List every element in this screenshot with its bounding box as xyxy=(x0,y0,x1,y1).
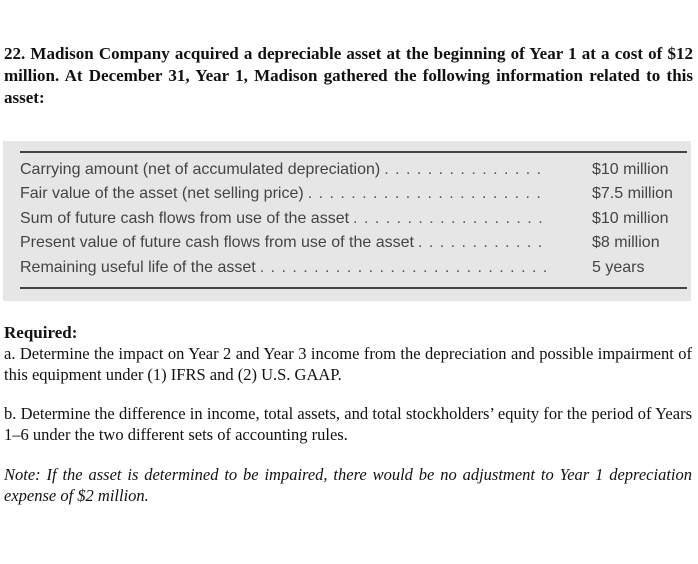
row-value: 5 years xyxy=(592,259,645,276)
table-row xyxy=(20,231,687,255)
row-value: $10 million xyxy=(592,161,669,178)
table-top-rule xyxy=(20,151,687,153)
required-note: Note: If the asset is determined to be impaired, there would be no adjustment to Year 1 depreciation expense of $2 million. xyxy=(4,465,692,505)
table-row xyxy=(20,182,687,206)
required-heading: Required: xyxy=(4,323,78,342)
required-part-b: b. Determine the difference in income, total assets, and total stockholders’ equity for the period of Years 1–6 under the two different sets of accounting rules. xyxy=(4,404,692,444)
row-value: $10 million xyxy=(592,210,669,227)
row-label: Carrying amount (net of accumulated depreciation) . . . xyxy=(20,158,547,182)
row-label: Remaining useful life of the asset . . . xyxy=(20,256,547,280)
table-row xyxy=(20,158,687,182)
question-text: 22. Madison Company acquired a depreciable asset at the beginning of Year 1 at a cost of $12 million. At December 31, Year 1, Madison gathered the following information related to this asset: xyxy=(4,44,693,107)
row-label: Present value of future cash flows from use of the asset . . . xyxy=(20,231,547,255)
required-part-a: a. Determine the impact on Year 2 and Year 3 income from the depreciation and possible impairment of this equipment under (1) IFRS and (2) U.S. GAAP. xyxy=(4,344,692,384)
row-value: $8 million xyxy=(592,234,660,251)
table-row xyxy=(20,256,687,280)
row-value: $7.5 million xyxy=(592,185,673,202)
asset-info-table xyxy=(3,141,691,301)
table-row xyxy=(20,207,687,231)
row-label: Fair value of the asset (net selling price) . . . xyxy=(20,182,547,206)
table-bottom-rule xyxy=(20,287,687,289)
row-label: Sum of future cash flows from use of the asset . . . xyxy=(20,207,547,231)
